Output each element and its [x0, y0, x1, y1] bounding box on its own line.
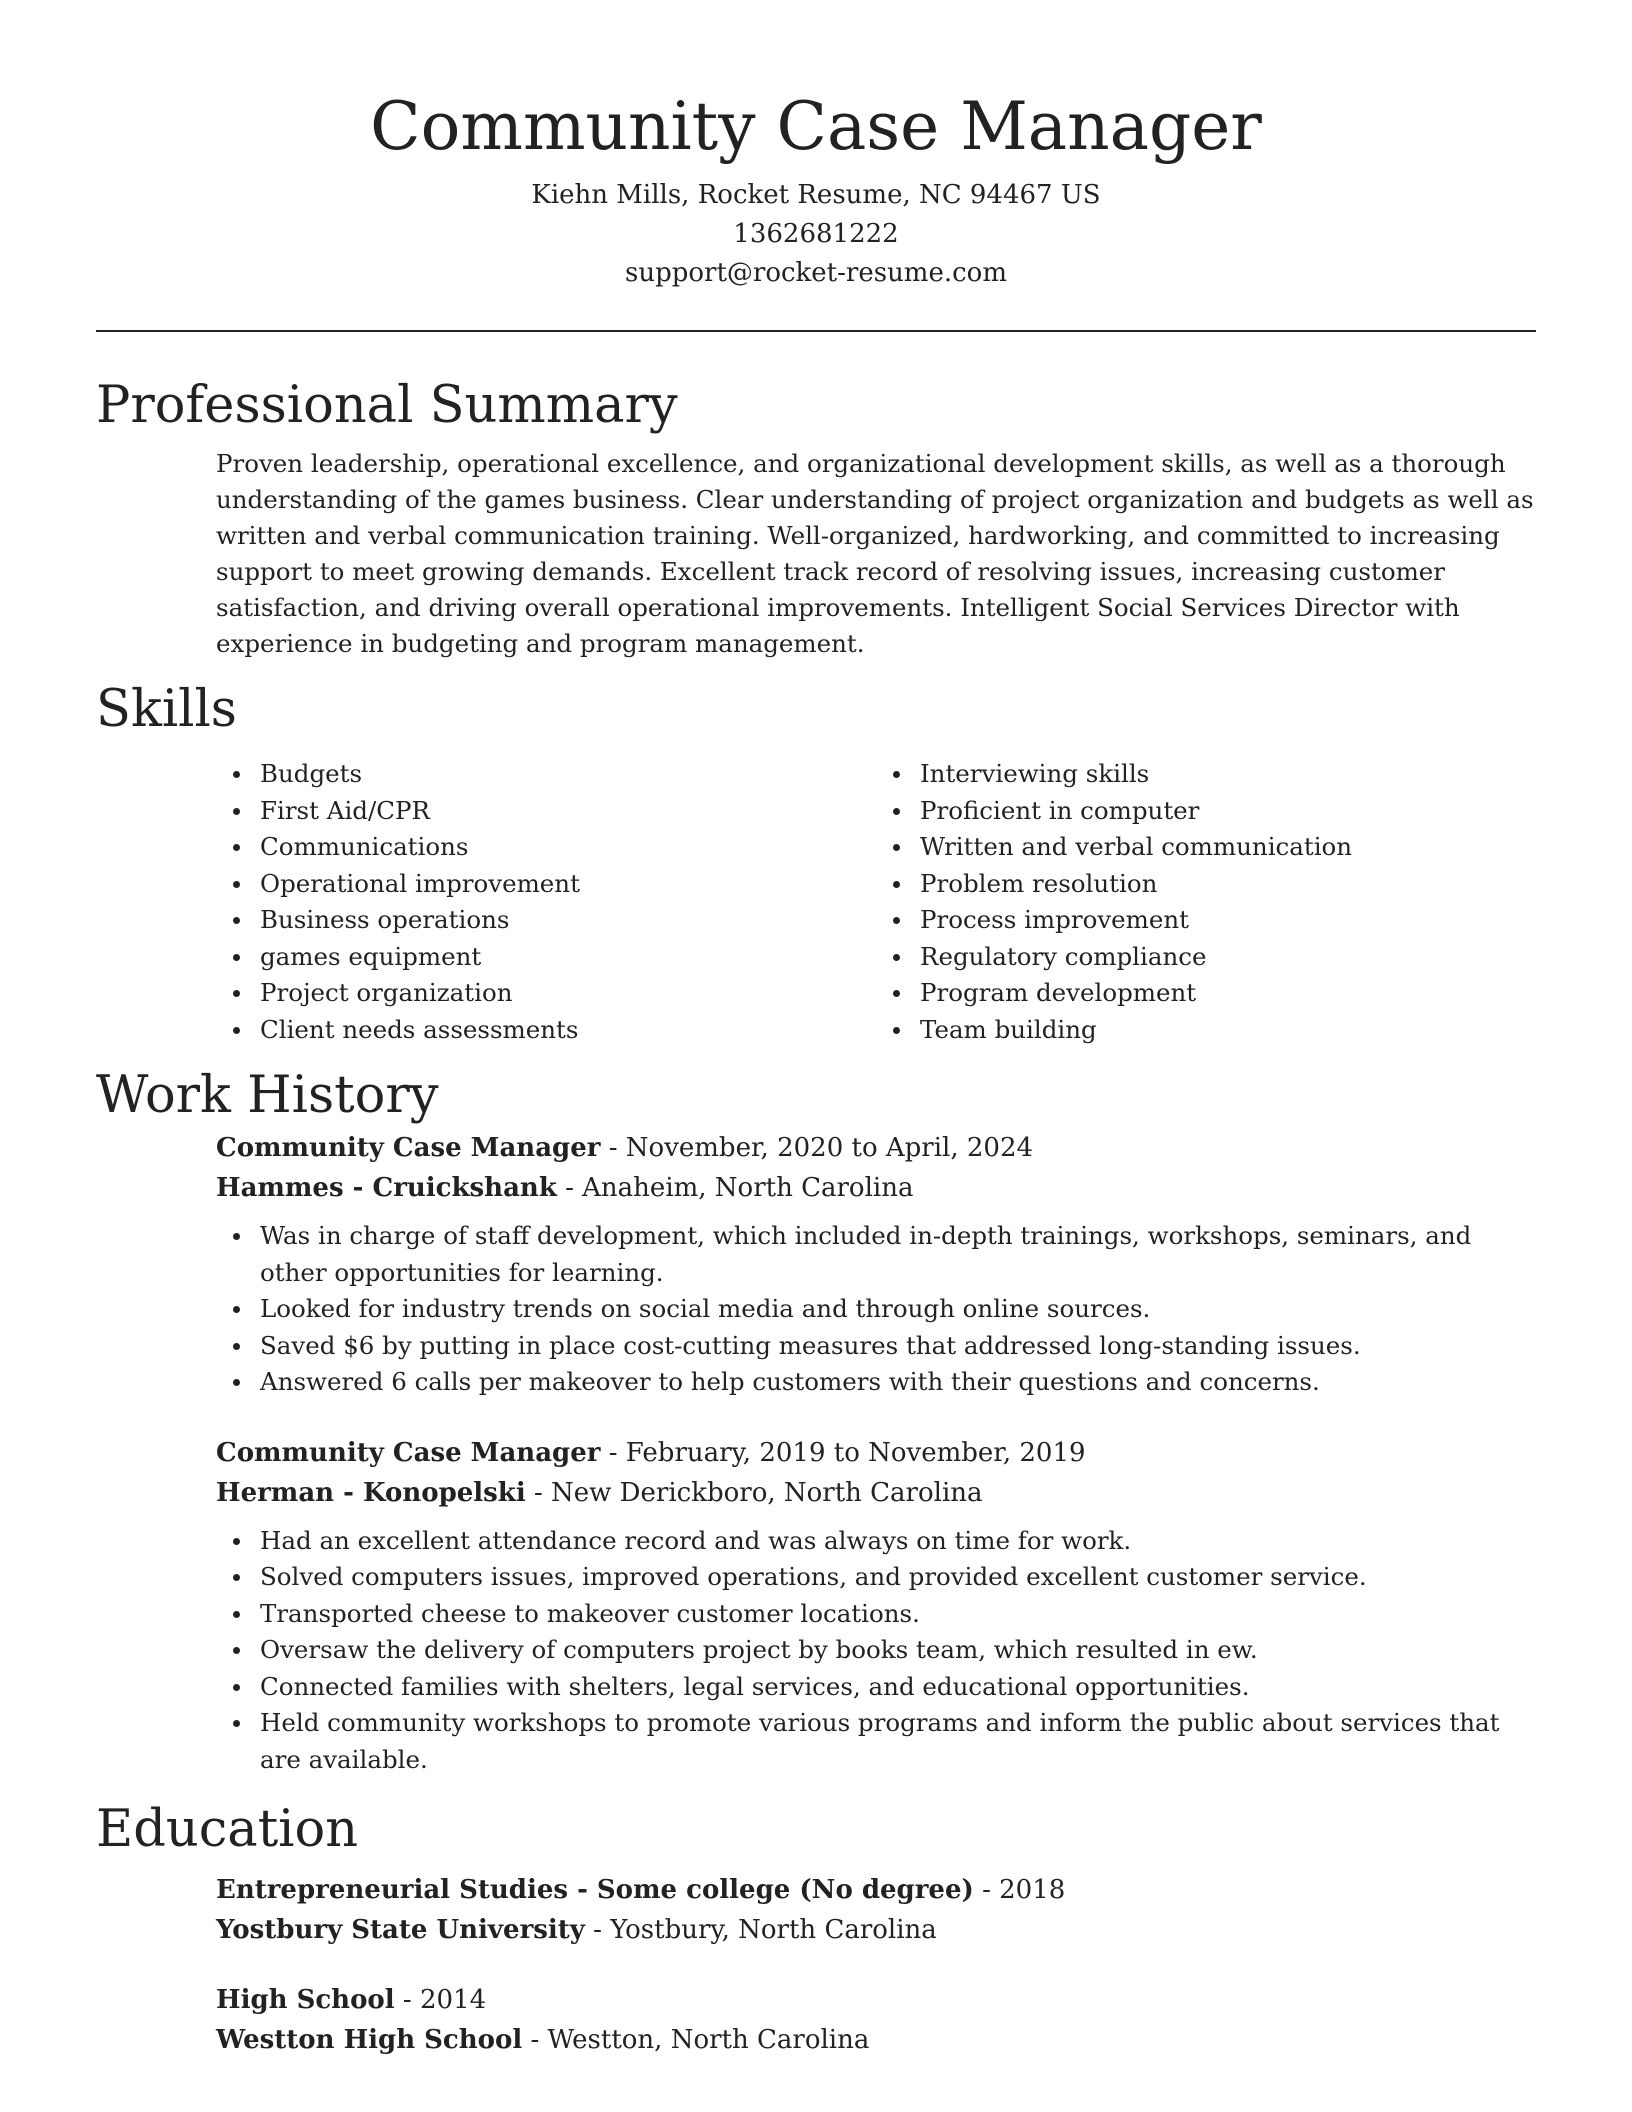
work-history-heading: Work History — [96, 1066, 439, 1125]
skill-item: games equipment — [260, 939, 876, 976]
job-duty: Answered 6 calls per makeover to help customers with their questions and concerns. — [260, 1364, 1536, 1401]
resume-title: Community Case Manager — [370, 88, 1262, 165]
education-entry — [216, 1870, 1536, 1950]
education-school-line — [216, 1910, 1536, 1950]
job-company: Herman - Konopelski — [216, 1477, 526, 1508]
job-company-line — [216, 1168, 1536, 1208]
job-title-line — [216, 1433, 1536, 1473]
skill-item: Proficient in computer — [920, 793, 1536, 830]
skill-item: Team building — [920, 1012, 1536, 1049]
job-dates: - February, 2019 to November, 2019 — [600, 1437, 1086, 1468]
work-history-list — [216, 1128, 1536, 1778]
education-list — [216, 1870, 1536, 2060]
skill-item: Operational improvement — [260, 866, 876, 903]
skill-item: Problem resolution — [920, 866, 1536, 903]
skill-item: Budgets — [260, 756, 876, 793]
header-divider — [96, 330, 1536, 332]
skill-item: Project organization — [260, 975, 876, 1012]
education-school-line — [216, 2020, 1536, 2060]
job-duty: Oversaw the delivery of computers project by books team, which resulted in ew. — [260, 1632, 1536, 1669]
job-title: Community Case Manager — [216, 1133, 601, 1163]
resume-page — [96, 0, 1536, 2060]
job-duty: Connected families with shelters, legal services, and educational opportunities. — [260, 1669, 1536, 1706]
job-duty: Saved $6 by putting in place cost-cutting measures that addressed long-standing issues. — [260, 1328, 1536, 1365]
job-duty: Held community workshops to promote various programs and inform the public about services that are available. — [260, 1705, 1536, 1778]
job-duty: Transported cheese to makeover customer locations. — [260, 1596, 1536, 1633]
job-duties — [216, 1523, 1536, 1779]
skills-column-right — [876, 756, 1536, 1048]
job-duty: Had an excellent attendance record and was always on time for work. — [260, 1523, 1536, 1560]
contact-address: Kiehn Mills, Rocket Resume, NC 94467 US — [531, 180, 1101, 210]
contact-phone: 1362681222 — [733, 219, 899, 249]
skill-item: Client needs assessments — [260, 1012, 876, 1049]
education-year: - 2014 — [394, 1985, 487, 2015]
education-location: - Westton, North Carolina — [522, 2025, 870, 2055]
skill-item: Communications — [260, 829, 876, 866]
job-duty: Was in charge of staff development, which included in-depth trainings, workshops, seminars, and other opportunities for learning. — [260, 1218, 1536, 1291]
skill-item: Regulatory compliance — [920, 939, 1536, 976]
education-school: Westton High School — [216, 2025, 523, 2055]
skills-grid — [216, 756, 1536, 1048]
skill-item: Business operations — [260, 902, 876, 939]
job-location: - New Derickboro, North Carolina — [525, 1477, 983, 1508]
job-duty: Looked for industry trends on social media and through online sources. — [260, 1291, 1536, 1328]
education-degree-line — [216, 1980, 1536, 2020]
education-year: - 2018 — [973, 1875, 1066, 1905]
education-degree: High School — [216, 1985, 395, 2015]
job-title-line — [216, 1128, 1536, 1168]
job-duties — [216, 1218, 1536, 1401]
skills-heading: Skills — [96, 680, 237, 739]
contact-info — [96, 176, 1536, 293]
education-degree-line — [216, 1870, 1536, 1910]
skill-item: First Aid/CPR — [260, 793, 876, 830]
education-entry — [216, 1980, 1536, 2060]
skills-column-left — [216, 756, 876, 1048]
job-company-line — [216, 1473, 1536, 1513]
summary-heading: Professional Summary — [96, 376, 678, 435]
job-location: - Anaheim, North Carolina — [556, 1173, 914, 1203]
job-title: Community Case Manager — [216, 1437, 601, 1468]
skill-item: Program development — [920, 975, 1536, 1012]
summary-text: Proven leadership, operational excellence, and organizational development skills, as well as a thorough understanding of the games business. Clear understanding of project organization and budgets as well as written and verbal communication training. Well-organized, hardworking, and committed to increasing support to meet growing demands. Excellent track record of resolving issues, increasing customer satisfaction, and driving overall operational improvements. Intelligent Social Services Director with experience in budgeting and program management. — [216, 449, 1534, 658]
education-school: Yostbury State University — [216, 1915, 585, 1945]
resume-header — [96, 0, 1536, 293]
job-entry — [216, 1433, 1536, 1779]
job-company: Hammes - Cruickshank — [216, 1173, 557, 1203]
education-degree: Entrepreneurial Studies - Some college (No degree) — [216, 1875, 974, 1905]
job-dates: - November, 2020 to April, 2024 — [600, 1133, 1034, 1163]
skill-item: Interviewing skills — [920, 756, 1536, 793]
skill-item: Process improvement — [920, 902, 1536, 939]
skill-item: Written and verbal communication — [920, 829, 1536, 866]
education-heading: Education — [96, 1800, 359, 1859]
education-location: - Yostbury, North Carolina — [584, 1915, 937, 1945]
job-entry — [216, 1128, 1536, 1401]
contact-email: support@rocket-resume.com — [624, 258, 1007, 288]
job-duty: Solved computers issues, improved operations, and provided excellent customer service. — [260, 1559, 1536, 1596]
